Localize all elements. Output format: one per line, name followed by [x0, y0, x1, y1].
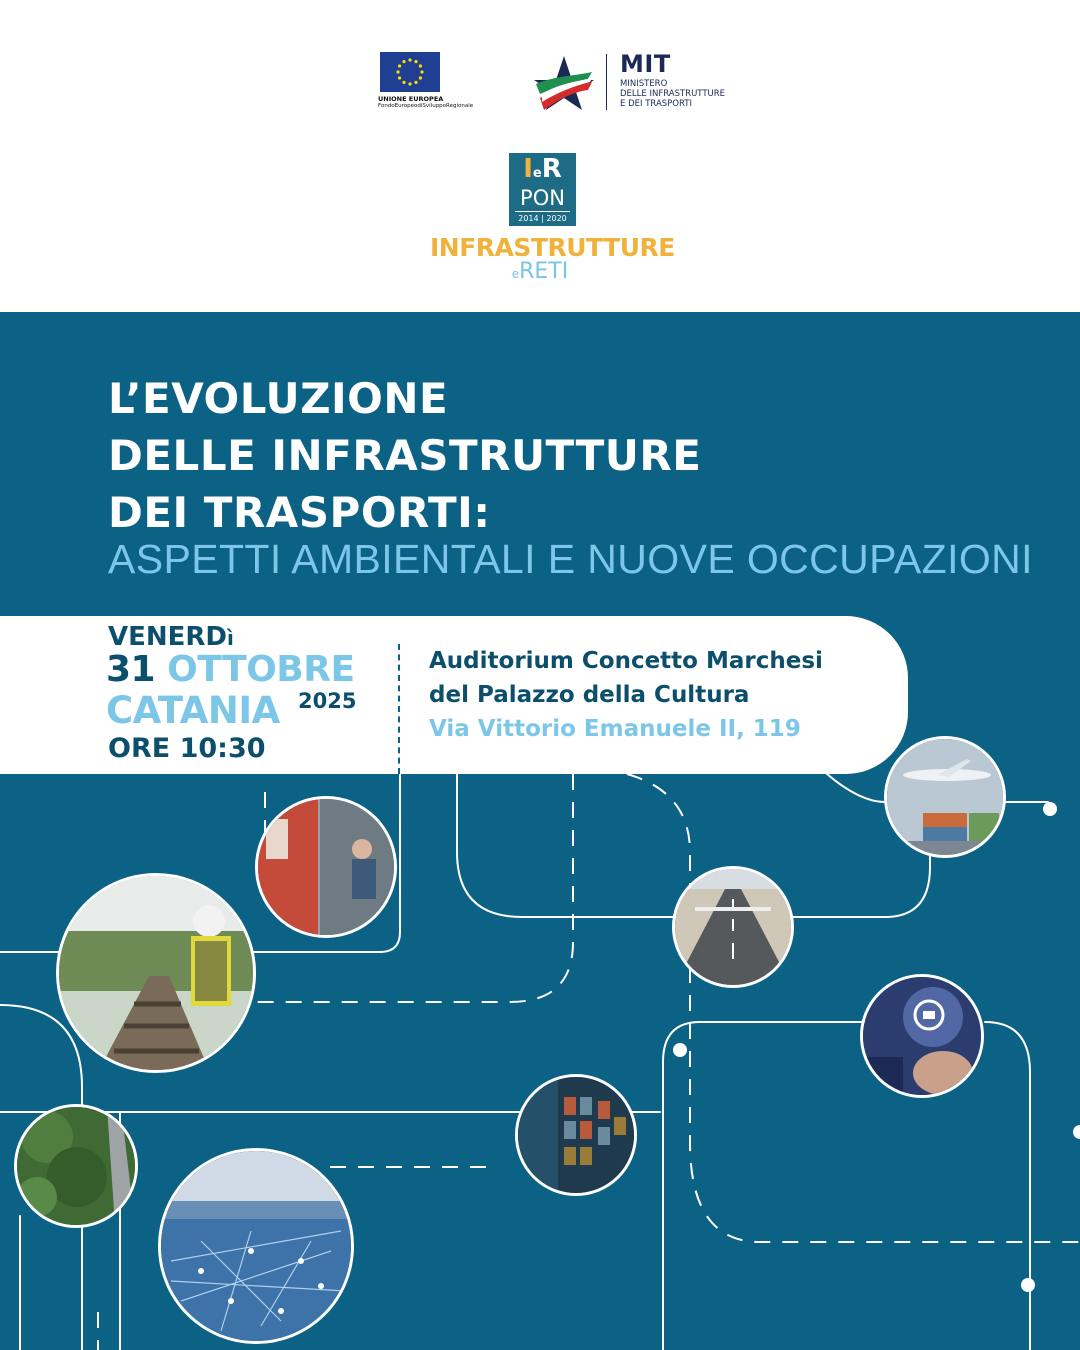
- digital-logistics-photo: [860, 974, 984, 1098]
- eu-flag-icon: [380, 52, 440, 92]
- event-city: CATANIA: [106, 689, 280, 732]
- event-time: ORE 10:30: [108, 733, 266, 764]
- mit-logo: [534, 50, 734, 114]
- venue-address: Via Vittorio Emanuele II, 119: [429, 716, 801, 742]
- container-port-photo: [515, 1074, 637, 1196]
- mit-star-icon: [534, 54, 596, 112]
- pon-years: 2014 | 2020: [515, 211, 570, 223]
- event-date: 31 OTTOBRE: [106, 649, 355, 690]
- eu-fund-label: FondoEuropeodiSviluppoRegionale: [378, 103, 474, 109]
- eu-label: UNIONE EUROPEA: [378, 95, 444, 103]
- mit-name: MIT: [620, 50, 671, 78]
- header: [0, 0, 1080, 312]
- pon-text: PON: [520, 186, 565, 210]
- forest-highway-photo: [14, 1104, 138, 1228]
- eu-logo: [378, 52, 474, 109]
- event-subtitle: ASPETTI AMBIENTALI E NUOVE OCCUPAZIONI: [108, 536, 1033, 582]
- event-title: [108, 370, 701, 541]
- title-line-2: DELLE INFRASTRUTTURE: [108, 431, 702, 480]
- info-divider: [398, 644, 400, 774]
- event-year: 2025: [298, 689, 357, 713]
- mit-subtitle: MINISTERO DELLE INFRASTRUTTURE E DEI TRASPORTI: [620, 79, 726, 109]
- title-line-1: L’EVOLUZIONE: [108, 374, 449, 423]
- sea-network-photo: [158, 1148, 354, 1344]
- mit-divider: [606, 54, 607, 110]
- pon-ier: IeR: [523, 154, 562, 184]
- reti-label: eRETI: [511, 259, 569, 284]
- venue-name: Auditorium Concetto Marchesi: [429, 648, 823, 674]
- railway-worker-photo: [56, 873, 256, 1073]
- event-day: VENERDì: [108, 622, 234, 652]
- airplane-cargo-photo: [884, 736, 1006, 858]
- train-photo: [255, 796, 397, 938]
- venue-building: del Palazzo della Cultura: [429, 682, 750, 708]
- runway-photo: [672, 866, 794, 988]
- title-line-3: DEI TRASPORTI:: [108, 488, 491, 537]
- pon-logo: [509, 153, 576, 226]
- infrastrutture-label: INFRASTRUTTURE: [430, 233, 675, 262]
